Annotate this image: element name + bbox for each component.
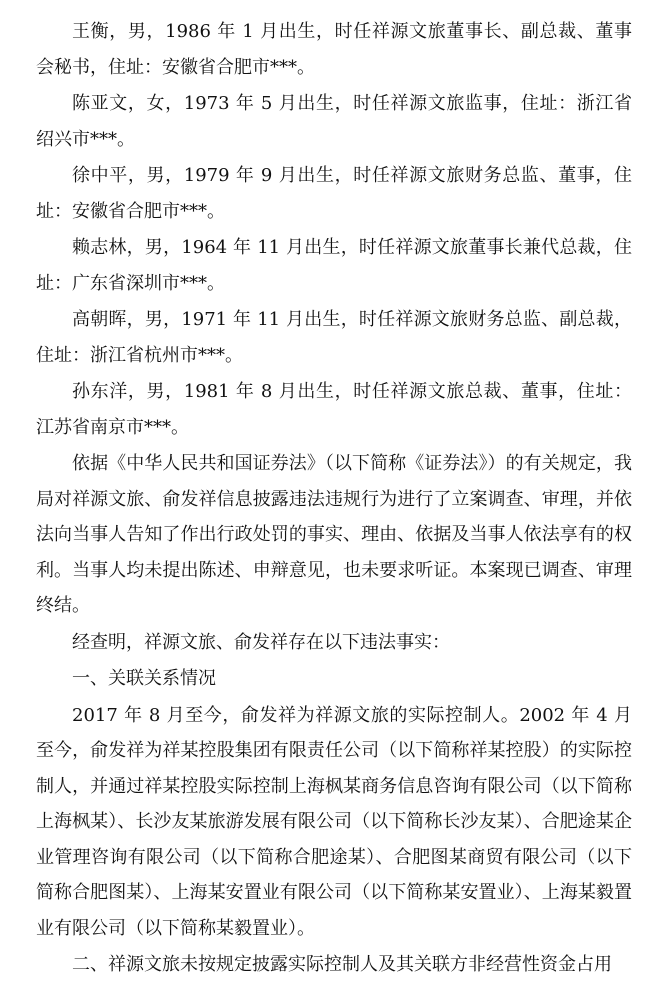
paragraph-person-gao-zhaohui: 高朝晖，男，1971 年 11 月出生，时任祥源文旅财务总监、副总裁，住址：浙江省杭州市***。 bbox=[36, 309, 632, 366]
section-heading-fund-occupation: 二、祥源文旅未按规定披露实际控制人及其关联方非经营性资金占用 bbox=[72, 954, 612, 975]
paragraph-findings-intro: 经查明，祥源文旅、俞发祥存在以下违法事实： bbox=[72, 631, 450, 653]
paragraph-person-sun-dongyang: 孙东洋，男，1981 年 8 月出生，时任祥源文旅总裁、董事，住址：江苏省南京市***。 bbox=[36, 381, 632, 438]
paragraph-related-parties: 2017 年 8 月至今，俞发祥为祥源文旅的实际控制人。2002 年 4 月至今，俞发祥为祥某控股集团有限责任公司（以下简称祥某控股）的实际控制人，并通过祥某控股实际控制上海枫某商务信息咨询有限公司（以下简称上海枫某）、长沙友某旅游发展有限公司（以下简称长沙友某）、合肥途某企业管理咨询有限公司（以下简称合肥途某）、合肥图某商贸有限公司（以下简称合肥图某）、上海某安置业有限公司（以下简称某安置业）、上海某毅置业有限公司（以下简称某毅置业）。 bbox=[36, 704, 632, 939]
paragraph-person-chen-yawen: 陈亚文，女，1973 年 5 月出生，时任祥源文旅监事，住址：浙江省绍兴市***。 bbox=[36, 93, 632, 150]
section-heading-related-parties: 一、关联关系情况 bbox=[72, 668, 216, 689]
paragraph-legal-basis: 依据《中华人民共和国证券法》（以下简称《证券法》）的有关规定，我局对祥源文旅、俞发祥信息披露违法违规行为进行了立案调查、审理，并依法向当事人告知了作出行政处罚的事实、理由、依据及当事人依法享有的权利。当事人均未提出陈述、申辩意见，也未要求听证。本案现已调查、审理终结。 bbox=[36, 453, 632, 616]
paragraph-person-wang-heng: 王衡，男，1986 年 1 月出生，时任祥源文旅董事长、副总裁、董事会秘书，住址：安徽省合肥市***。 bbox=[36, 21, 632, 78]
paragraph-person-xu-zhongping: 徐中平，男，1979 年 9 月出生，时任祥源文旅财务总监、董事，住址：安徽省合肥市***。 bbox=[36, 165, 632, 222]
paragraph-person-lai-zhilin: 赖志林，男，1964 年 11 月出生，时任祥源文旅董事长兼代总裁，住址：广东省深圳市***。 bbox=[36, 237, 632, 294]
